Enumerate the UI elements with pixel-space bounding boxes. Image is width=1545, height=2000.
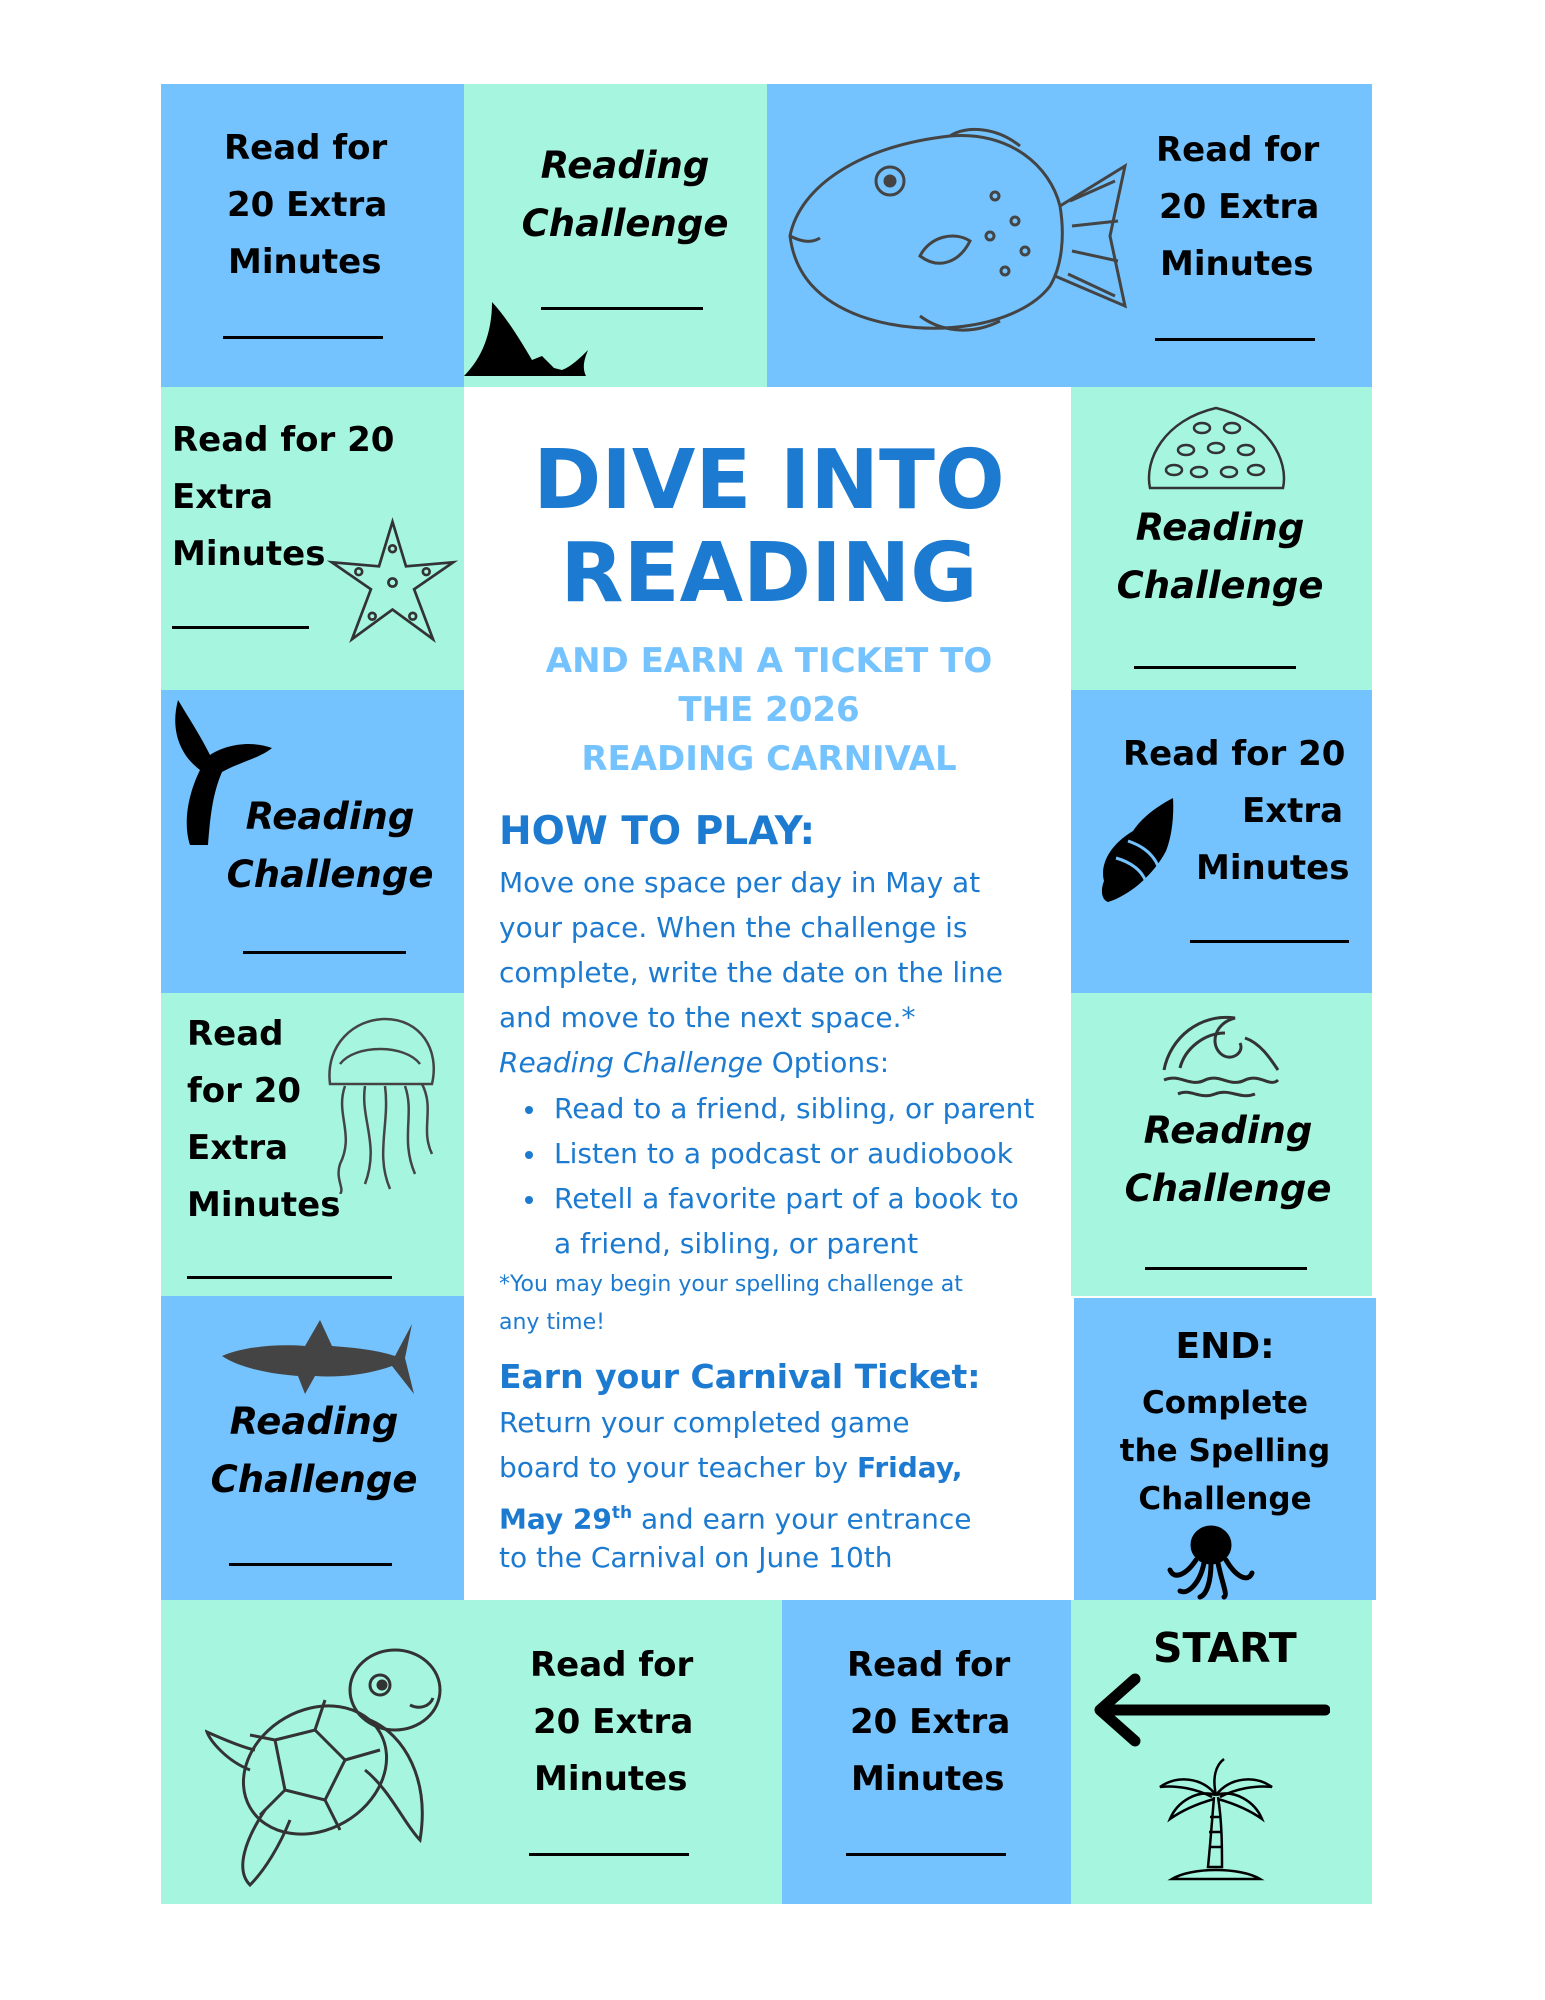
fish-icon [780,126,1130,341]
top-left-line2: 20 Extra [227,185,388,225]
date-line [1134,666,1296,669]
date-line [172,626,309,629]
how-to-play-heading: HOW TO PLAY: [499,809,816,854]
left-1-line3: Minutes [172,534,326,574]
earn-line4: to the Carnival on June 10th [499,1541,893,1574]
starfish-icon [325,515,460,650]
subtitle-line1: AND EARN A TICKET TO [545,641,993,681]
top-mid-line1: Reading [540,144,710,187]
top-right-line1: Read for [1156,130,1320,170]
deadline-date: May 29 [499,1502,612,1536]
right-1-line1: Reading [1135,506,1305,549]
right-2-line2: Extra [1242,791,1344,831]
date-line [243,951,406,954]
whale-tail-icon [170,700,275,845]
right-3-line2: Challenge [1124,1167,1332,1210]
bottom-mid1-line3: Minutes [534,1759,688,1799]
octopus-icon [1166,1525,1256,1600]
how-to-play-line1: Move one space per day in May at [499,866,981,899]
list-item: Read to a friend, sibling, or parent [499,1086,1059,1131]
options-italic: Reading Challenge [499,1046,763,1079]
right-2-line1: Read for 20 [1123,734,1346,774]
left-4-line1: Reading [229,1400,399,1443]
palm-tree-icon [1152,1757,1280,1885]
left-2-line1: Reading [245,795,415,838]
earn-line1: Return your completed game [499,1406,910,1439]
list-item: Retell a favorite part of a book to [499,1176,1059,1221]
top-left-line3: Minutes [228,242,382,282]
left-1-line2: Extra [172,477,274,517]
how-to-play-line3: complete, write the date on the line [499,956,1003,989]
how-to-play-line4: and move to the next space.* [499,1001,916,1034]
deadline-day: Friday, [857,1451,963,1484]
date-line [1190,940,1349,943]
top-right-line2: 20 Extra [1159,187,1320,227]
date-line [223,336,383,339]
shark-icon [220,1316,415,1398]
left-arrow-icon [1090,1673,1330,1747]
seashell-icon [1098,796,1176,904]
top-mid-line2: Challenge [521,202,729,245]
right-2-line3: Minutes [1196,848,1350,888]
bottom-mid1-line1: Read for [530,1645,694,1685]
options-rest: Options: [762,1046,890,1079]
jellyfish-icon [310,1014,450,1194]
left-1-line1: Read for 20 [172,420,395,460]
bottom-mid2-line2: 20 Extra [850,1702,1011,1742]
end-line1: END: [1175,1326,1275,1367]
earn-line2: board to your teacher by Friday, [499,1451,963,1484]
left-3-line4: Minutes [187,1185,341,1225]
page-title-line1: DIVE INTO [533,433,1005,528]
earn-line3: May 29th and earn your entrance [499,1502,972,1536]
left-3-line2: for 20 [187,1071,302,1111]
bottom-mid2-line3: Minutes [851,1759,1005,1799]
left-4-line2: Challenge [210,1458,418,1501]
left-3-line1: Read [187,1014,284,1054]
shark-fin-icon [462,298,590,380]
list-item-continued: a friend, sibling, or parent [554,1227,919,1260]
options-line [499,1046,889,1080]
subtitle-line2: THE 2026 [678,690,860,730]
date-line [529,1853,689,1856]
end-line3: the Spelling [1119,1433,1331,1469]
note-line2: any time! [499,1310,605,1335]
right-1-line2: Challenge [1116,564,1324,607]
date-line [846,1853,1006,1856]
date-line [229,1563,392,1566]
turtle-icon [205,1640,450,1890]
note-line1: *You may begin your spelling challenge at [499,1272,963,1297]
top-right-line3: Minutes [1160,244,1314,284]
date-line [1145,1267,1307,1270]
end-line2: Complete [1141,1385,1309,1421]
how-to-play-line2: your pace. When the challenge is [499,911,968,944]
subtitle-line3: READING CARNIVAL [581,739,957,779]
start-label: START [1153,1624,1297,1672]
coral-icon [1144,400,1289,492]
options-list [499,1086,1059,1266]
right-3-line1: Reading [1143,1109,1313,1152]
end-line4: Challenge [1138,1481,1312,1517]
top-left-line1: Read for [224,128,388,168]
bottom-mid2-line1: Read for [847,1645,1011,1685]
wave-icon [1160,1008,1282,1100]
earn-heading: Earn your Carnival Ticket: [499,1357,981,1396]
list-item: Listen to a podcast or audiobook [499,1131,1059,1176]
date-line [187,1276,392,1279]
date-line [1155,338,1315,341]
left-3-line3: Extra [187,1128,289,1168]
page-title-line2: READING [560,526,978,621]
bottom-mid1-line2: 20 Extra [533,1702,694,1742]
left-2-line2: Challenge [226,853,434,896]
